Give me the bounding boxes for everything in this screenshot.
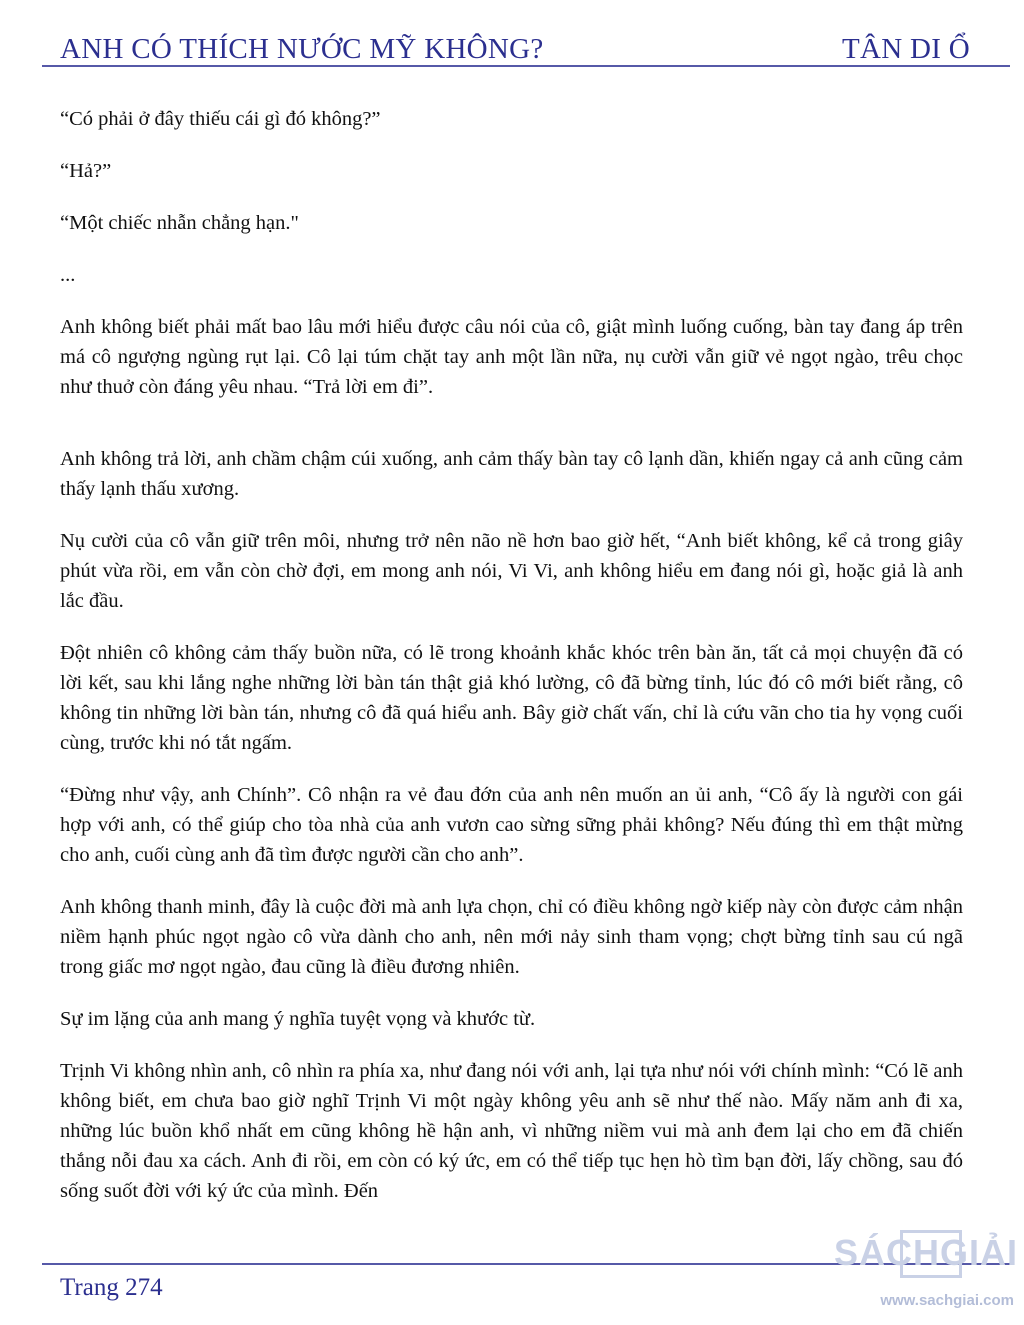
paragraph: Anh không biết phải mất bao lâu mới hiểu được câu nói của cô, giật mình luống cuống, bàn tay đang áp trên má cô ngượng ngùng rụt lại. Cô lại túm chặt tay anh một lần nữa, nụ cười vẫn giữ vẻ ngọt ngào, trêu chọc như thuở còn đáng yêu nhau. “Trả lời em đi”. — [60, 316, 963, 398]
watermark-url: www.sachgiai.com — [880, 1292, 1014, 1309]
paragraph: “Một chiếc nhẫn chẳng hạn." — [60, 212, 299, 234]
sachgiai-watermark-logo — [816, 1228, 1020, 1320]
paragraph: “Hả?” — [60, 160, 112, 182]
paragraph: Sự im lặng của anh mang ý nghĩa tuyệt vọng và khước từ. — [60, 1008, 536, 1030]
paragraph: Anh không trả lời, anh chầm chậm cúi xuống, anh cảm thấy bàn tay cô lạnh dần, khiến ngay cả anh cũng cảm thấy lạnh thấu xương. — [60, 448, 963, 500]
page-body — [60, 104, 963, 1228]
book-title: ANH CÓ THÍCH NƯỚC MỸ KHÔNG? — [60, 33, 544, 65]
paragraph: Anh không thanh minh, đây là cuộc đời mà anh lựa chọn, chỉ có điều không ngờ kiếp này còn được cảm nhận niềm hạnh phúc ngọt ngào cô vừa dành cho anh, nên mới nảy sinh tham vọng; chợt bừng tỉnh sau cú ngã trong giấc mơ ngọt ngào, đau cũng là điều đương nhiên. — [60, 896, 963, 978]
watermark-brand: SÁCHGIẢI — [833, 1232, 1018, 1273]
page-number: Trang 274 — [60, 1274, 163, 1301]
paragraph: Đột nhiên cô không cảm thấy buồn nữa, có lẽ trong khoảnh khắc khóc trên bàn ăn, tất cả mọi chuyện đã có lời kết, sau khi lắng nghe những lời bàn tán thật giả khó lường, cô đã bừng tỉnh, lúc đó cô mới biết rằng, cô không tin những lời bàn tán, nhưng cô đã quá hiểu anh. Bây giờ chất vấn, chỉ là cứu vãn cho tia hy vọng cuối cùng, trước khi nó tắt ngấm. — [60, 642, 963, 754]
paragraph: Nụ cười của cô vẫn giữ trên môi, nhưng trở nên não nề hơn bao giờ hết, “Anh biết không, kể cả trong giây phút vừa rồi, em vẫn còn chờ đợi, em mong anh nói, Vi Vi, anh không hiểu em đang nói gì, hoặc giả là anh lắc đầu. — [60, 530, 963, 612]
page-header — [60, 24, 970, 66]
author-name: TÂN DI Ổ — [841, 33, 970, 65]
header-divider — [42, 65, 1010, 67]
paragraph: ... — [60, 264, 76, 286]
paragraph: “Có phải ở đây thiếu cái gì đó không?” — [60, 108, 381, 130]
paragraph: Trịnh Vi không nhìn anh, cô nhìn ra phía xa, như đang nói với anh, lại tựa như nói với chính mình: “Có lẽ anh không biết, em chưa bao giờ nghĩ Trịnh Vi một ngày không yêu anh sẽ như thế nào. Mấy năm anh đi xa, những lúc buồn khổ nhất em cũng không hề hận anh, vì những niềm vui mà anh đem lại cho em đã chiến thắng nỗi đau xa cách. Anh đi rồi, em còn có ký ức, em có thể tiếp tục hẹn hò tìm bạn đời, lấy chồng, sau đó sống suốt đời với ký ức của mình. Đến — [60, 1060, 963, 1202]
paragraph: “Đừng như vậy, anh Chính”. Cô nhận ra vẻ đau đớn của anh nên muốn an ủi anh, “Cô ấy là người con gái hợp với anh, có thể giúp cho tòa nhà của anh vươn cao sừng sững phải không? Nếu đúng thì em thật mừng cho anh, cuối cùng anh đã tìm được người cần cho anh”. — [60, 784, 963, 866]
